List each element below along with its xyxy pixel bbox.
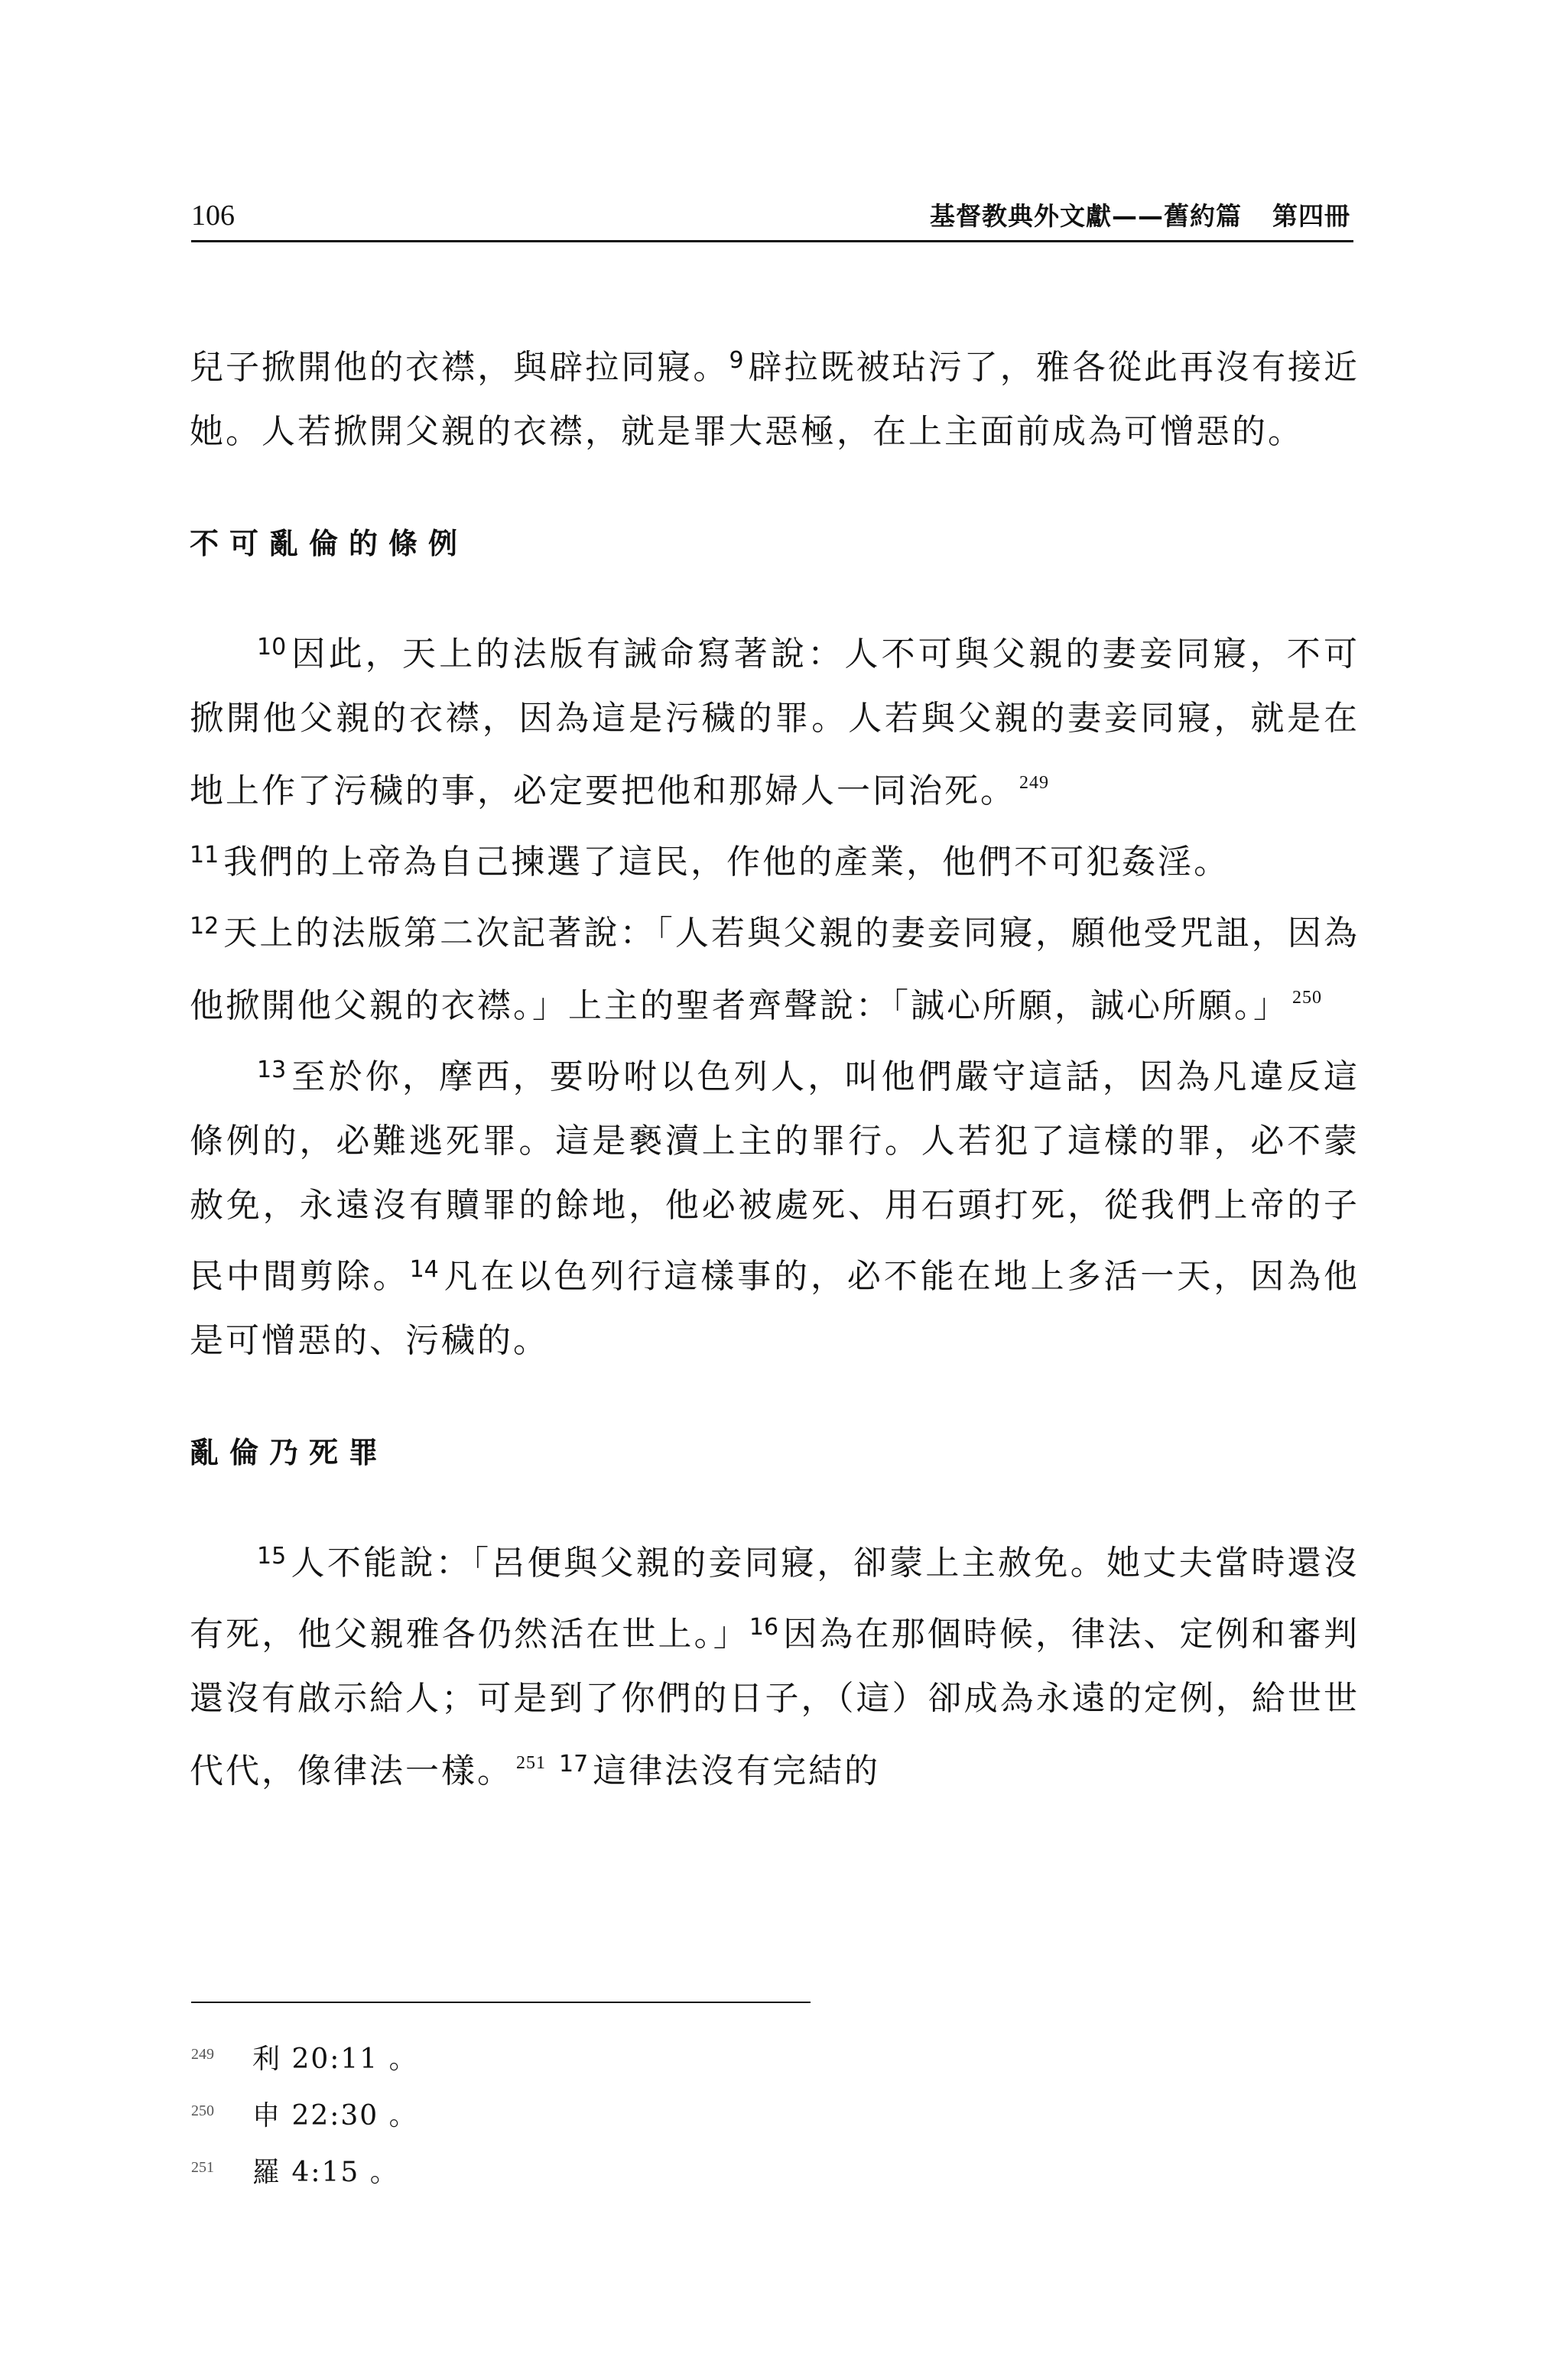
verse-number: 16 bbox=[749, 1614, 779, 1641]
text-span: 兒子掀開他的衣襟，與辟拉同寢。 bbox=[190, 348, 729, 387]
paragraph bbox=[190, 1524, 1360, 1804]
volume-label: 第四冊 bbox=[1272, 201, 1350, 231]
footnote-text: 羅 4:15 。 bbox=[252, 2157, 399, 2188]
footnote-ref: 249 bbox=[1019, 773, 1049, 793]
text-span: 我們的上帝為自己揀選了這民，作他的產業，他們不可犯姦淫。 bbox=[223, 843, 1230, 882]
verse-number: 11 bbox=[190, 842, 219, 869]
footnote-item bbox=[191, 2083, 956, 2139]
page-number: 106 bbox=[191, 200, 235, 232]
text-span: 凡在以色列行這樣事的，必不能在地上多活一天，因為他是可憎惡的、污穢的。 bbox=[190, 1257, 1360, 1360]
verse-number: 17 bbox=[559, 1751, 589, 1778]
footnote-number: 251 bbox=[191, 2159, 214, 2176]
footnote-ref: 251 bbox=[516, 1753, 546, 1773]
footnote-text: 申 22:30 。 bbox=[252, 2100, 418, 2132]
section-heading: 亂倫乃死罪 bbox=[190, 1436, 389, 1469]
paragraph bbox=[190, 329, 1360, 464]
footnote-ref: 250 bbox=[1292, 988, 1322, 1008]
text-span: 人不能說：「呂便與父親的妾同寢，卻蒙上主赦免。她丈夫當時還沒有死，他父親雅各仍然活在世上。」 bbox=[190, 1544, 1360, 1654]
main-text bbox=[190, 329, 1360, 1804]
running-head bbox=[930, 196, 1350, 232]
text-span: 這律法沒有完結的 bbox=[593, 1752, 881, 1791]
footnote-divider bbox=[191, 2002, 811, 2003]
verse-number: 14 bbox=[409, 1256, 439, 1283]
verse-number: 13 bbox=[257, 1057, 287, 1083]
text-span: 天上的法版第二次記著說：「人若與父親的妻妾同寢，願他受咒詛，因為他掀開他父親的衣襟。」上主的聖者齊聲說：「誠心所願，誠心所願。」 bbox=[190, 914, 1360, 1025]
footnote-text: 利 20:11 。 bbox=[252, 2044, 418, 2075]
verse-number: 15 bbox=[257, 1543, 287, 1570]
text-span: 辟拉既被玷污了，雅各從此再沒有接近她。人若掀開父親的衣襟，就是罪大惡極，在上主面前成為可憎惡的。 bbox=[190, 348, 1360, 451]
footnotes bbox=[191, 2026, 956, 2196]
footnote-number: 249 bbox=[191, 2046, 214, 2063]
footnote-item bbox=[191, 2026, 956, 2083]
page-header bbox=[191, 197, 1353, 242]
verse-number: 12 bbox=[190, 913, 219, 940]
footnote-item bbox=[191, 2139, 956, 2196]
text-span: 至於你，摩西，要吩咐以色列人，叫他們嚴守這話，因為凡違反這條例的，必難逃死罪。這是褻瀆上主的罪行。人若犯了這樣的罪，必不蒙赦免，永遠沒有贖罪的餘地，他必被處死、用石頭打死，從我們上帝的子民中間剪除。 bbox=[190, 1057, 1360, 1296]
text-span: 因此，天上的法版有誡命寫著說：人不可與父親的妻妾同寢，不可掀開他父親的衣襟，因為這是污穢的罪。人若與父親的妻妾同寢，就是在地上作了污穢的事，必定要把他和那婦人一同治死。 bbox=[190, 635, 1360, 810]
verse-number: 10 bbox=[257, 634, 287, 661]
text-span: 因為在那個時候，律法、定例和審判還沒有啟示給人；可是到了你們的日子，（這）卻成為永遠的定例，給世世代代，像律法一樣。 bbox=[190, 1615, 1360, 1791]
footnote-number: 250 bbox=[191, 2102, 214, 2119]
section-heading: 不可亂倫的條例 bbox=[190, 527, 469, 560]
book-title: 基督教典外文獻——舊約篇 bbox=[930, 201, 1242, 231]
paragraph bbox=[190, 1038, 1360, 1373]
paragraph bbox=[190, 615, 1360, 1038]
verse-number: 9 bbox=[729, 347, 744, 374]
